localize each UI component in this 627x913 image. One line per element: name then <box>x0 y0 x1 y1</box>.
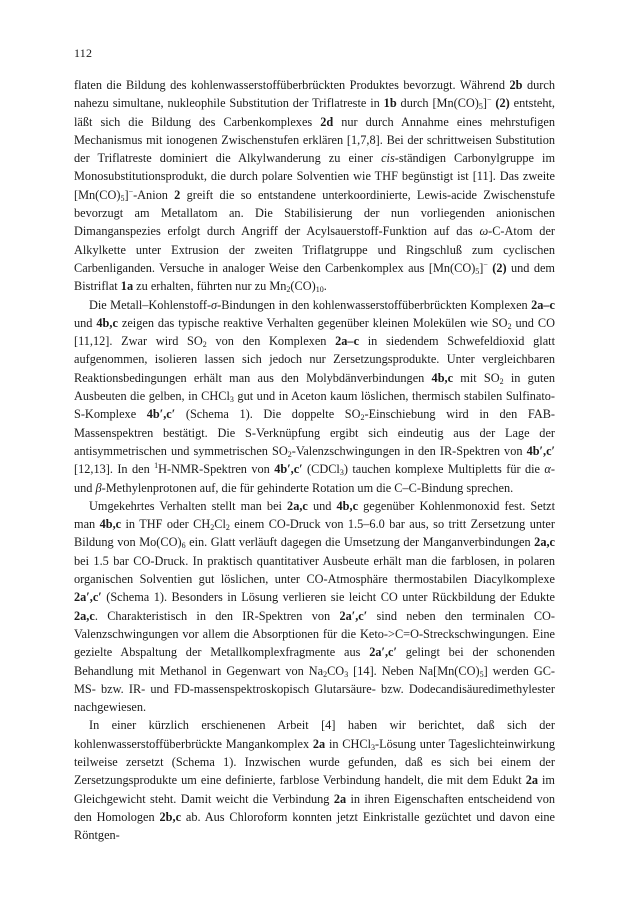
paragraph-so2-insertion: Die Metall–Kohlenstoff-σ-Bindungen in den kohlenwasserstoffüberbrückten Komplexen 2a–c und 4b,c zeigen das typische reaktive Verhalten gegenüber kleinen Molekülen wie $SO_2$ und CO [11,12]. Zwar wird $SO_2$ von den Komplexen 2a–c in siedendem Schwefeldioxid glatt aufgenommen, isolieren lassen sich jedoch nur Zersetzungsprodukte. Unter vergleichbaren Reaktionsbedingungen erhält man aus den Molybdänverbindungen 4b,c mit $SO_2$ in guten Ausbeuten die gelben, in CHCl$_3$ gut und in Aceton kaum löslichen, thermisch stabilen Sulfinato-S-Komplexe 4b′,c′ (Schema 1). Die doppelte $SO_2$-Einschiebung wird in den FAB-Massenspektren bestätigt. Die S-Verknüpfung ergibt sich eindeutig aus der Lage der antisymmetrischen und symmetrischen $SO_2$-Valenzschwingungen in den IR-Spektren von 4b′,c′ [12,13]. In den $^1$H-NMR-Spektren von 4b′,c′ (CDCl$_3$) tauchen komplexe Multipletts für die α- und β-Methylenprotonen auf, die für gehinderte Rotation um die C–C-Bindung sprechen. <box>74 297 555 495</box>
paragraph-co-insertion: Umgekehrtes Verhalten stellt man bei 2a,c und 4b,c gegenüber Kohlenmonoxid fest. Setzt man 4b,c in THF oder $CH_2Cl_2$ einem CO-Druck von 1.5–6.0 bar aus, so tritt Zersetzung unter Bildung von $Mo(CO)_6$ ein. Glatt verläuft dagegen die Umsetzung der Manganverbindungen 2a,c bei 1.5 bar CO-Druck. In praktisch quantitativer Ausbeute erhält man die farblosen, in polaren organischen Solventien gut löslichen, unter CO-Atmosphäre thermostabilen Diacylkomplexe 2a′,c′ (Schema 1). Besonders in Lösung verlieren sie leicht CO unter Rückbildung der Edukte 2a,c. Charakteristisch in den IR-Spektren von 2a′,c′ sind neben den terminalen CO-Valenzschwingungen vor allem die Absorptionen für die Keto->C=O-Streckschwingungen. Eine gezielte Abspaltung der Metallkomplexfragmente aus 2a′,c′ gelingt bei der schonenden Behandlung mit Methanol in Gegenwart von $Na_2CO_3$ [14]. Neben $Na[Mn(CO)_5]$ werden GC-MS- bzw. IR- und FD-massenspektroskopisch Glutarsäure- bzw. Dodecandisäuredimethylester nachgewiesen. <box>74 498 556 715</box>
article-body <box>74 76 555 844</box>
page-number: 112 <box>74 46 93 60</box>
paragraph-mechanism: flaten die Bildung des kohlenwasserstoffüberbrückten Produktes bevorzugt. Während 2b durch nahezu simultane, nukleophile Substitution der Triflatreste in 1b durch $[Mn(CO)_5]^-$ (2) entsteht, läßt sich die Bildung des Carbenkomplexes 2d nur durch Annahme eines mehrstufigen Mechanismus mit ionogenen Zwischenstufen erklären [1,7,8]. Bei der schrittweisen Substitution der Triflatreste dominiert die Alkylwanderung zu einer cis-ständigen Carbonylgruppe im Monosubstitutionsprodukt, die durch polare Solventien wie THF begünstigt ist [11]. Das zweite $[Mn(CO)_5]^-$-Anion 2 greift die so entstandene unterkoordinierte, Lewis-acide Zwischenstufe bevorzugt am Metallatom an. Die Stabilisierung der nun vorliegenden anionischen Dimanganspezies erfolgt durch Angriff der Acylsauerstoff-Funktion auf das ω-C-Atom der Alkylkette unter Extrusion der zweiten Triflatgruppe und Ringschluß zum cyclischen Carbenliganden. Versuche in analoger Weise den Carbenkomplex aus $[Mn(CO)_5]^-$ (2) und dem Bistriflat 1a zu erhalten, führten nur zu $Mn_2(CO)_{10}$. <box>74 78 556 295</box>
paragraph-decomposition: In einer kürzlich erschienenen Arbeit [4] haben wir berichtet, daß sich der kohlenwasserstoffüberbrückte Mangankomplex 2a in CHCl$_3$-Lösung unter Tageslichteinwirkung teilweise zersetzt (Schema 1). Inzwischen wurde gefunden, daß es sich bei einem der Zersetzungsprodukte um eine definierte, farblose Verbindung handelt, die mit dem Edukt 2a im Gleichgewicht steht. Damit weicht die Verbindung 2a in ihren Eigenschaften entscheidend von den Homologen 2b,c ab. Aus Chloroform konnten jetzt Einkristalle gezüchtet und davon eine Röntgen- <box>74 718 556 843</box>
